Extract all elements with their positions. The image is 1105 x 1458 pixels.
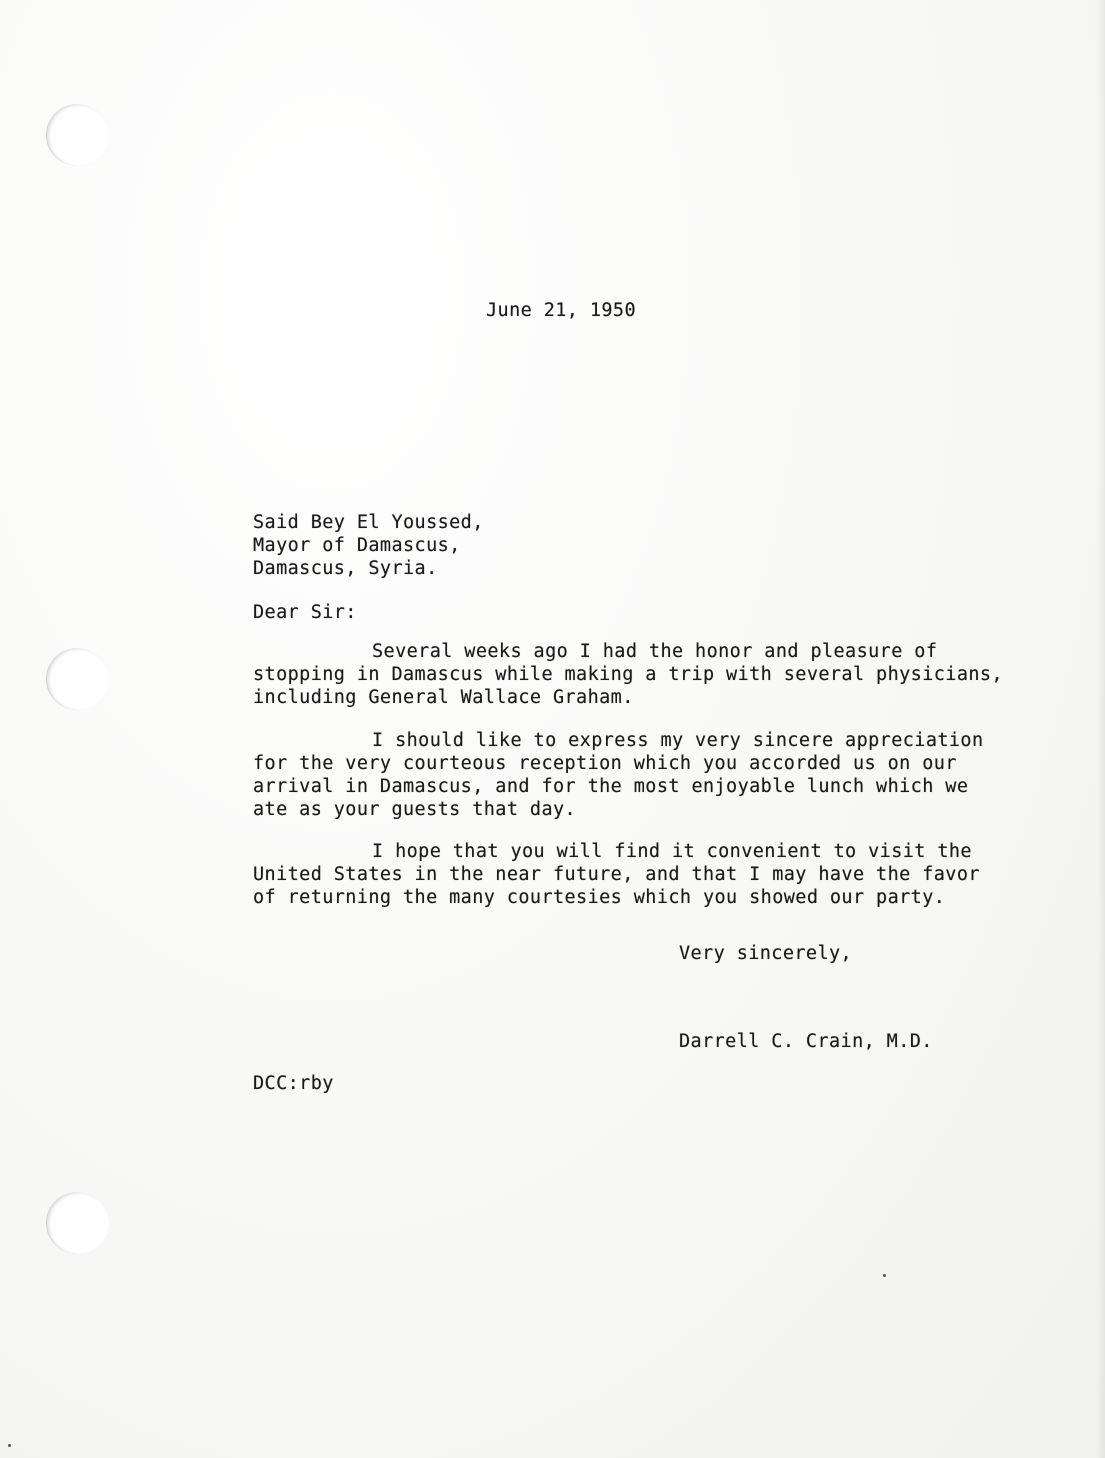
paragraph-line: United States in the near future, and that I may have the favor bbox=[253, 864, 980, 885]
punch-hole-middle bbox=[46, 648, 109, 710]
punch-hole-bottom bbox=[46, 1192, 109, 1254]
paragraph-line: I should like to express my very sincere appreciation bbox=[372, 730, 984, 751]
recipient-title: Mayor of Damascus, bbox=[253, 535, 461, 556]
recipient-name: Said Bey El Youssed, bbox=[253, 512, 484, 533]
letter-date: June 21, 1950 bbox=[486, 300, 636, 321]
paragraph-line: ate as your guests that day. bbox=[253, 799, 577, 820]
paragraph-line: arrival in Damascus, and for the most enjoyable lunch which we bbox=[253, 776, 969, 797]
complimentary-close: Very sincerely, bbox=[679, 943, 853, 964]
paragraph-line: for the very courteous reception which you accorded us on our bbox=[253, 753, 957, 774]
paragraph-line: stopping in Damascus while making a trip with several physicians, bbox=[253, 664, 1003, 685]
reference-initials: DCC:rby bbox=[253, 1073, 334, 1094]
paragraph-line: Several weeks ago I had the honor and pleasure of bbox=[372, 641, 938, 662]
signer-name: Darrell C. Crain, M.D. bbox=[679, 1031, 933, 1052]
recipient-location: Damascus, Syria. bbox=[253, 558, 438, 579]
scan-speck bbox=[8, 1444, 11, 1447]
paragraph-line: including General Wallace Graham. bbox=[253, 687, 634, 708]
paragraph-line: I hope that you will find it convenient to visit the bbox=[372, 841, 972, 862]
scan-speck bbox=[883, 1274, 886, 1277]
punch-hole-top bbox=[46, 104, 109, 166]
salutation: Dear Sir: bbox=[253, 602, 357, 623]
paragraph-line: of returning the many courtesies which you showed our party. bbox=[253, 887, 946, 908]
